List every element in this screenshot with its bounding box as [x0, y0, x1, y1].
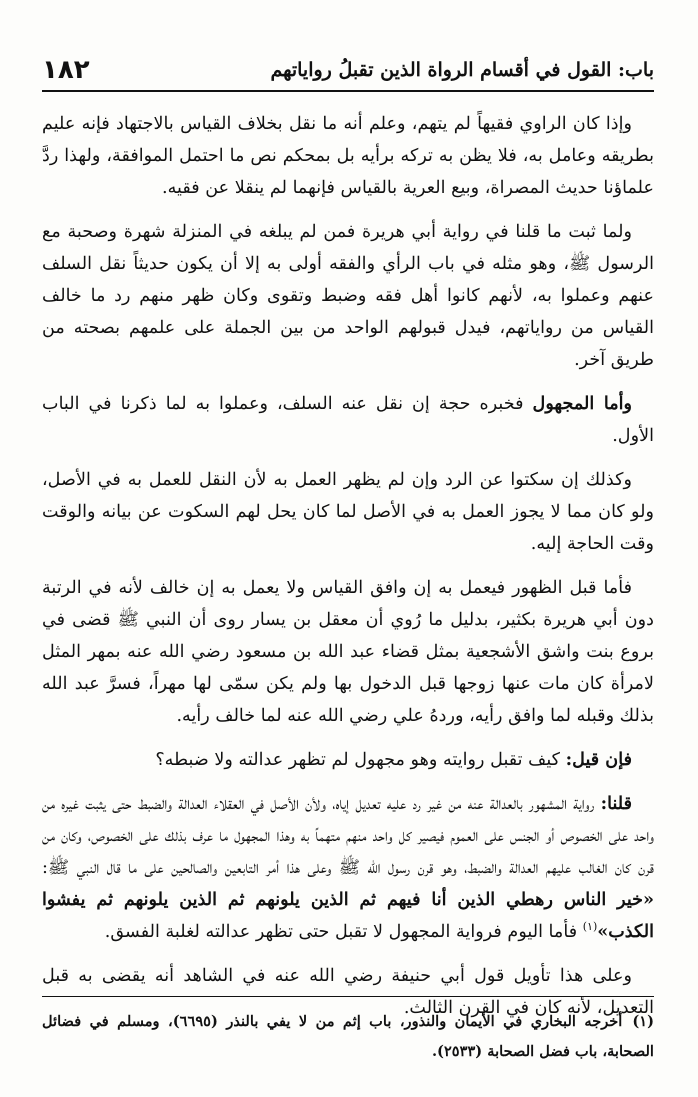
- footnote-text: أخرجه البخاري في الأيمان والنذور، باب إثم من لا يفي بالنذر (٦٦٩٥)، ومسلم في فضائل الصحابة، باب فضل الصحابة (٢٥٣٣).: [42, 1013, 654, 1060]
- paragraph-question: [42, 744, 654, 776]
- footnotes: [42, 996, 654, 1067]
- paragraph-majhul: [42, 388, 654, 452]
- footnote-marker: (١): [632, 1013, 654, 1030]
- paragraph-4: وكذلك إن سكتوا عن الرد وإن لم يظهر العمل به لأن النقل للعمل به في الأصل، ولو كان مما لا يجوز العمل به في الأصل لما كان يحل لهم السكوت عن بيانه والوقت وقت الحاجة إليه.: [42, 470, 654, 554]
- answer-text-1: رواية المشهور بالعدالة عنه من غير رد عليه تعديل إياه، ولأن الأصل في العقلاء العدالة والضبط حتى يثبت غيره من واحد على الخصوص أو الجنس على العموم فيصير كل واحد منهم متهماً به وهذا المجهول ما عرف بذلك على الخصوص، وكان من قرن كان الغالب عليهم العدالة والضبط، وهو قرن رسول الله ﷺ وعلى هذا أمر التابعين والصالحين على ما قال النبي ﷺ:: [42, 794, 654, 878]
- hadith-quote: «خير الناس رهطي الذين أنا فيهم ثم الذين يلونهم ثم الذين يلونهم ثم يفشوا الكذب»: [42, 889, 654, 942]
- question-text: كيف تقبل روايته وهو مجهول لم تظهر عدالته ولا ضبطه؟: [155, 750, 566, 770]
- main-text: [42, 108, 654, 1036]
- page-number: ١٨٢: [42, 55, 90, 85]
- answer-lead: قلنا:: [600, 793, 632, 814]
- question-lead: فإن قيل:: [565, 749, 632, 770]
- footnote-ref[interactable]: (١): [582, 920, 598, 934]
- majhul-text: فخبره حجة إن نقل عنه السلف، وعملوا به لما ذكرنا في الباب الأول.: [42, 394, 654, 446]
- paragraph-2: ولما ثبت ما قلنا في رواية أبي هريرة فمن لم يبلغه في المنزلة شهرة وصحبة مع الرسول ﷺ، وهو مثله في باب الرأي والفقه أولى به إلا أن يكون حديثاً نقل السلف عنهم وعملوا به، لأنهم كانوا أهل فقه وضبط وتقوى وكان ظهر منهم رد ما خالف القياس من رواياتهم، فيدل قبولهم الواحد من بين الجملة على علمهم بصحته من طريق آخر.: [42, 222, 654, 370]
- majhul-heading: وأما المجهول: [532, 393, 632, 414]
- paragraph-5: فأما قبل الظهور فيعمل به إن وافق القياس ولا يعمل به إن خالف لأنه في الرتبة دون أبي هريرة بكثير، بدليل ما رُوي أن معقل بن يسار روى أن النبي ﷺ قضى في بروع بنت واشق الأشجعية بمثل قضاء عبد الله بن مسعود رضي الله عنه بمهر المثل لامرأة كان مات عنها زوجها قبل الدخول بها ولم يكن سمّى لها مهراً، فسرَّ عبد الله بذلك وقبله لما وافق رأيه، وردهُ علي رضي الله عنه لما خالف رأيه.: [42, 578, 654, 726]
- paragraph-1: وإذا كان الراوي فقيهاً لم يتهم، وعلم أنه ما نقل بخلاف القياس بالاجتهاد فإنه عليم بطريقه وعامل به، فلا يظن به تركه برأيه بل بمحكم نص ما احتمل الموافقة، ولهذا ردَّ علماؤنا حديث المصراة، وبيع العرية بالقياس فإنهما لم ينقلا عن فقيه.: [42, 114, 654, 198]
- page-header: [42, 50, 654, 92]
- paragraph-closing: وعلى هذا تأويل قول أبي حنيفة رضي الله عنه في الشاهد أنه يقضى به قبل التعديل، لأنه كان في القرن الثالث.: [42, 966, 654, 1018]
- paragraph-answer: [42, 788, 654, 948]
- running-title: باب: القول في أقسام الرواة الذين تقبلُ رواياتهم: [270, 59, 654, 81]
- answer-text-2: فأما اليوم فرواية المجهول لا تقبل حتى تظهر عدالته لغلبة الفسق.: [104, 922, 583, 942]
